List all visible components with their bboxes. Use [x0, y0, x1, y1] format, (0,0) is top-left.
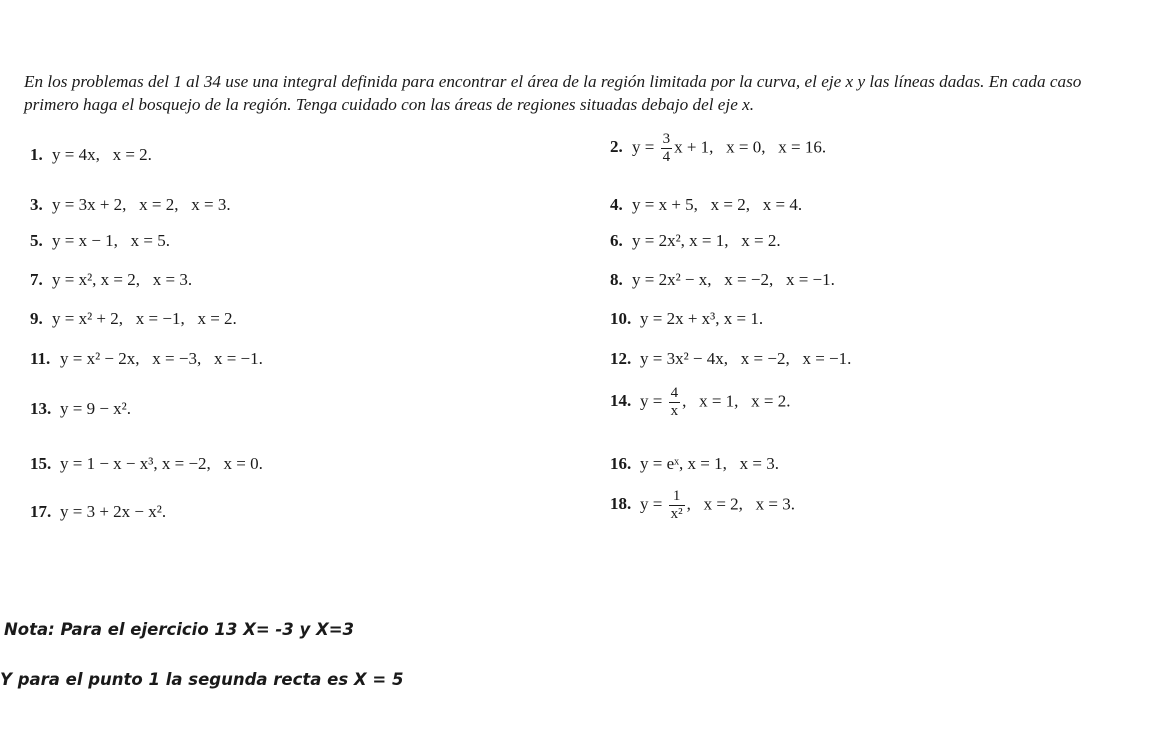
- problem-11: [30, 349, 263, 369]
- problem-8: [610, 270, 835, 290]
- problem-number: 3.: [30, 195, 43, 214]
- problem-3: [30, 195, 231, 215]
- problem-equation: y =: [640, 494, 667, 514]
- problem-equation: y = x + 5, x = 2, x = 4.: [632, 195, 803, 214]
- problem-number: 12.: [610, 349, 632, 368]
- problem-equation: y = 4x, x = 2.: [52, 145, 152, 164]
- problem-equation: y =: [640, 391, 667, 411]
- problem-equation: y = 2x², x = 1, x = 2.: [632, 231, 781, 250]
- problem-equation: y = x² + 2, x = −1, x = 2.: [52, 309, 237, 328]
- problem-9: [30, 309, 237, 329]
- problem-12: [610, 349, 851, 369]
- fraction-denominator: x: [670, 403, 679, 419]
- problem-number: 5.: [30, 231, 43, 250]
- note-exercise-13: Nota: Para el ejercicio 13 X= -3 y X=3: [4, 620, 355, 639]
- problem-equation: y = 9 − x².: [60, 399, 132, 418]
- problem-7: [30, 270, 192, 290]
- problem-number: 1.: [30, 145, 43, 164]
- problem-number: 7.: [30, 270, 43, 289]
- fraction: [661, 131, 673, 166]
- problem-equation: y = 2x + x³, x = 1.: [640, 309, 764, 328]
- problem-number: 9.: [30, 309, 43, 328]
- problem-6: [610, 231, 781, 251]
- problem-number: 10.: [610, 309, 632, 328]
- problem-equation: y = x − 1, x = 5.: [52, 231, 171, 250]
- problem-number: 2.: [610, 137, 623, 157]
- problem-1: [30, 145, 152, 165]
- problem-15: [30, 454, 263, 474]
- problem-number: 6.: [610, 231, 623, 250]
- problem-number: 4.: [610, 195, 623, 214]
- problem-10: [610, 309, 763, 329]
- fraction: [669, 488, 685, 523]
- problem-equation: y =: [632, 137, 659, 157]
- problem-number: 16.: [610, 454, 632, 473]
- problem-equation-rest: x + 1, x = 0, x = 16.: [674, 137, 827, 157]
- note-problem-1: Y para el punto 1 la segunda recta es X = 5: [0, 670, 404, 689]
- problem-equation: y = 3x² − 4x, x = −2, x = −1.: [640, 349, 852, 368]
- fraction-numerator: 1: [669, 488, 685, 506]
- problem-14: [610, 385, 791, 420]
- problem-equation-rest: , x = 1, x = 2.: [682, 391, 791, 411]
- problem-equation: y = 3x + 2, x = 2, x = 3.: [52, 195, 231, 214]
- fraction-denominator: 4: [662, 149, 671, 165]
- problem-number: 14.: [610, 391, 632, 411]
- fraction-numerator: 4: [670, 385, 679, 401]
- problem-number: 18.: [610, 494, 632, 514]
- problem-13: [30, 399, 131, 419]
- problem-equation-rest: , x = 2, x = 3.: [686, 494, 796, 514]
- problem-2: [610, 131, 826, 166]
- problem-16: [610, 454, 779, 474]
- problem-number: 8.: [610, 270, 623, 289]
- problem-number: 11.: [30, 349, 51, 368]
- problem-equation: y = 2x² − x, x = −2, x = −1.: [632, 270, 835, 289]
- fraction-numerator: 3: [662, 131, 671, 147]
- problem-number: 17.: [30, 502, 52, 521]
- problem-number: 15.: [30, 454, 52, 473]
- fraction: [669, 385, 681, 420]
- problem-5: [30, 231, 170, 251]
- problem-18: [610, 488, 795, 523]
- problem-equation: y = 3 + 2x − x².: [60, 502, 167, 521]
- problem-17: [30, 502, 166, 522]
- problem-4: [610, 195, 802, 215]
- problem-equation: y = 1 − x − x³, x = −2, x = 0.: [60, 454, 263, 473]
- problem-equation: y = x² − 2x, x = −3, x = −1.: [60, 349, 263, 368]
- fraction-denominator: x²: [670, 506, 683, 522]
- problem-number: 13.: [30, 399, 52, 418]
- problem-equation: y = x², x = 2, x = 3.: [52, 270, 193, 289]
- instructions-paragraph: En los problemas del 1 al 34 use una integral definida para encontrar el área de la región limitada por la curva, el eje x y las líneas dadas. En cada caso primero haga el bosquejo de la región. Tenga cuidado con las áreas de regiones situadas debajo del eje x.: [24, 72, 1082, 114]
- problem-equation: y = eˣ, x = 1, x = 3.: [640, 454, 779, 473]
